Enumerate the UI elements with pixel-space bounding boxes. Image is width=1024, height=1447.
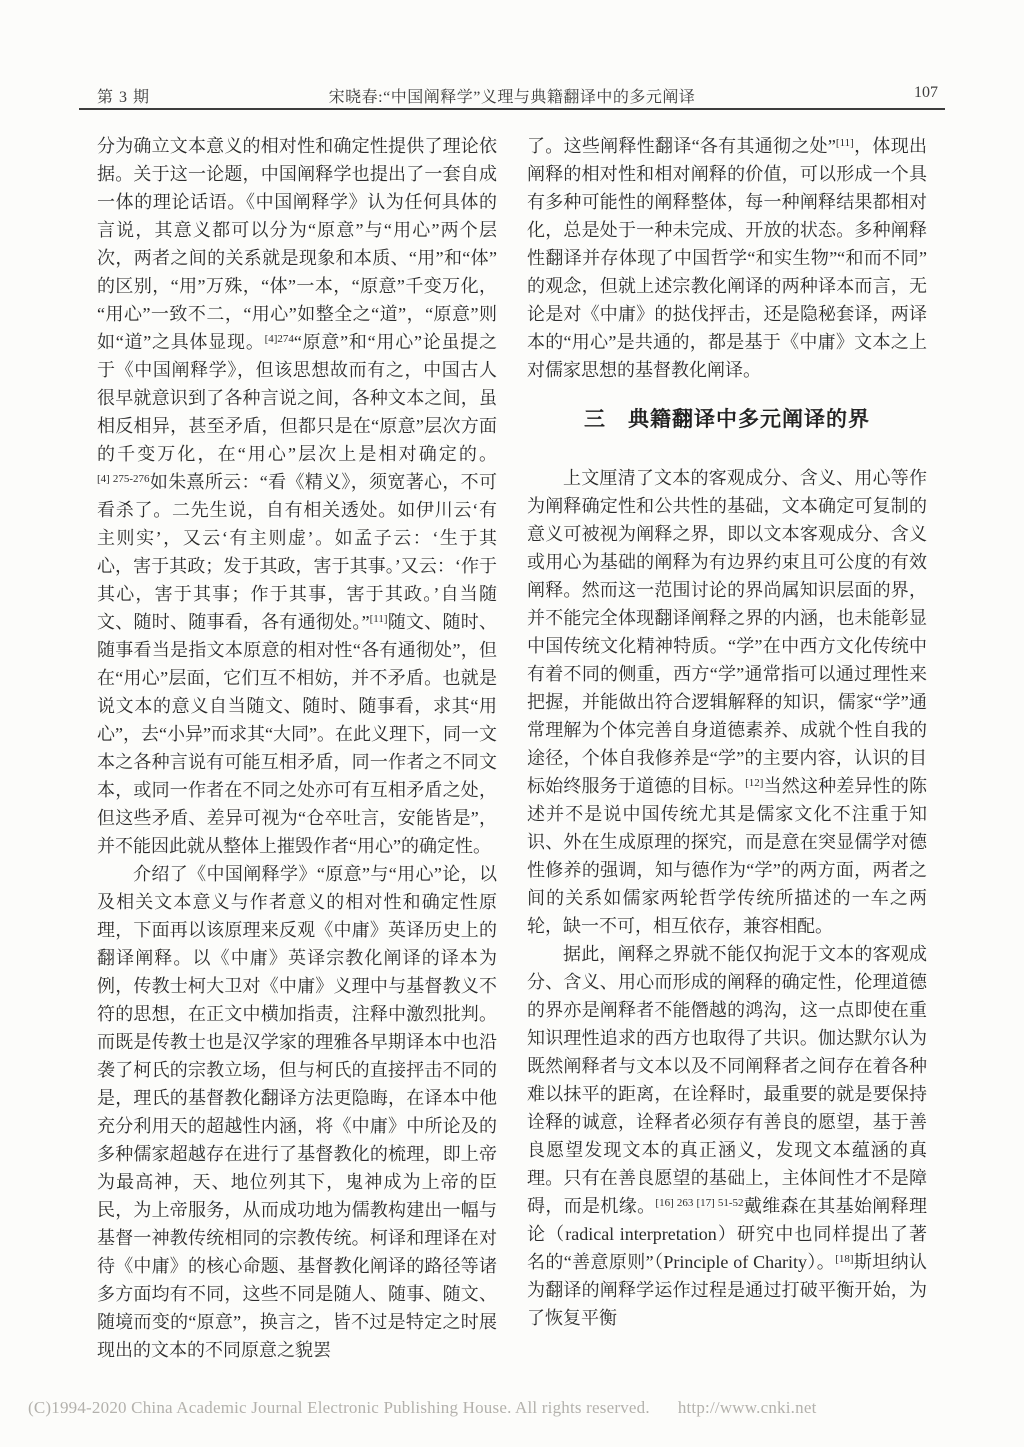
page-number: 107 [914,84,938,101]
citation-ref: [11] [835,137,854,149]
citation-ref: [12] [745,777,764,789]
paragraph: 了。这些阐释性翻译“各有其通彻之处”[11]，体现出阐释的相对性和相对阐释的价值，可以形成一个具有多种可能性的阐释整体，每一种阐释结果都相对化，总是处于一种未完成、开放的状态。多种阐释性翻译并存体现了中国哲学“和实生物”“和而不同”的观念，但就上述宗教化阐译的两种译本而言，无论是对《中庸》的挞伐抨击，还是隐秘套译，两译本的“用心”是共通的，都是基于《中庸》文本之上对儒家思想的基督教化阐译。 [527,136,928,380]
paragraph: 上文厘清了文本的客观成分、含义、用心等作为阐释确定性和公共性的基础，文本确定可复制的意义可被视为阐释之界，即以文本客观成分、含义或用心为基础的阐释为有边界约束且可公度的有效阐释。然而这一范围讨论的界尚属知识层面的界，并不能完全体现翻译阐释之界的内涵，也未能彰显中国传统文化精神特质。“学”在中西方文化传统中有着不同的侧重，西方“学”通常指可以通过理性来把握，并能做出符合逻辑解释的知识，儒家“学”通常理解为个体完善自身道德素养、成就个性自我的途径，个体自我修养是“学”的主要内容，认识的目标始终服务于道德的目标。[12]当然这种差异性的陈述并不是说中国传统尤其是儒家文化不注重于知识、外在生成原理的探究，而是意在突显儒学对德性修养的强调，知与德作为“学”的两方面，两者之间的关系如儒家两轮哲学传统所描述的一车之两轮，缺一不可，相互依存，兼容相配。 [527,468,928,936]
citation-ref: [11] [369,613,388,625]
citation-ref: [18] [835,1253,854,1265]
text-column-right [527,132,927,1332]
paragraph: 介绍了《中国阐释学》“原意”与“用心”论，以及相关文本意义与作者意义的相对性和确定性原理，下面再以该原理来反观《中庸》英译历史上的翻译阐释。以《中庸》英译宗教化阐译的译本为例，传教士柯大卫对《中庸》义理中与基督教义不符的思想，在正文中横加指责，注释中激烈批判。而既是传教士也是汉学家的理雅各早期译本中也沿袭了柯氏的宗教立场，但与柯氏的直接抨击不同的是，理氏的基督教化翻译方法更隐晦，在译本中他充分利用天的超越性内涵，将《中庸》中所论及的多种儒家超越存在进行了基督教化的梳理，即上帝为最高神，天、地位列其下，鬼神成为上帝的臣民，为上帝服务，从而成功地为儒教构建出一幅与基督一神教传统相同的宗教传统。柯译和理译在对待《中庸》的核心命题、基督教化阐译的路径等诸多方面均有不同，这些不同是随人、随事、随文、随境而变的“原意”，换言之，皆不过是特定之时展现出的文本的不同原意之貌罢 [97,864,497,1360]
paragraph: 分为确立文本意义的相对性和确定性提供了理论依据。关于这一论题，中国阐释学也提出了一套自成一体的理论话语。《中国阐释学》认为任何具体的言说，其意义都可以分为“原意”与“用心”两个层次，两者之间的关系就是现象和本质、“用”和“体”的区别，“用”万殊，“体”一本，“原意”千变万化，“用心”一致不二，“用心”如整全之“道”，“原意”则如“道”之具体显现。$^{[4]274}$“原意”和“用心”论虽提之于《中国阐释学》，但该思想故而有之，中国古人很早就意识到了各种言说之间，各种文本之间，虽相反相异，甚至矛盾，但都只是在“原意”层次方面的千变万化，在“用心”层次上是相对确定的。$^{[4] 275-276}$如朱熹所云：“看《精义》，须宽著心，不可看杀了。二先生说，自有相关透处。如伊川云‘有主则实’，又云‘有主则虚’。如孟子云：‘生于其心，害于其政；发于其政，害于其事。’又云：‘作于其心，害于其事；作于其事，害于其政。’自当随文、随时、随事看，各有通彻处。”[11]随文、随时、随事看当是指文本原意的相对性“各有通彻处”，但在“用心”层面，它们互不相妨，并不矛盾。也就是说文本的意义自当随文、随时、随事看，求其“用心”，去“小异”而求其“大同”。在此义理下，同一文本之各种言说有可能互相矛盾，同一作者之不同文本，或同一作者在不同之处亦可有互相矛盾之处，但这些矛盾、差异可视为“仓卒吐言，安能皆是”，并不能因此就从整体上摧毁作者“用心”的确定性。 [97,136,497,856]
citation-ref: [4] 275-276 [97,473,150,485]
header-rule [79,108,945,110]
footer [28,1398,996,1418]
running-title: 宋晓春:“中国阐释学”义理与典籍翻译中的多元阐译 [328,89,696,106]
text-column-left [97,132,497,1364]
paragraph: 据此，阐释之界就不能仅拘泥于文本的客观成分、含义、用心而形成的阐释的确定性，伦理道德的界亦是阐释者不能僭越的鸿沟，这一点即使在重知识理性追求的西方也取得了共识。伽达默尔认为既然阐释者与文本以及不同阐释者之间存在着各种难以抹平的距离，在诠释时，最重要的就是要保持诠释的诚意，诠释者必须存有善良的愿望，基于善良愿望发现文本的真正涵义，发现文本蕴涵的真理。只有在善良愿望的基础上，主体间性才不是障碍，而是机缘。$^{[16] 263 [17] 51-52}$戴维森在其基始阐释理论（radical interpretation）研究中也同样提出了著名的“善意原则”（Principle of Charity）。[18]斯坦纳认为翻译的阐释学运作过程是通过打破平衡开始，为了恢复平衡 [527,944,928,1328]
citation-ref: [16] 263 [17] 51-52 [655,1197,744,1209]
cnki-url: http://www.cnki.net [677,1398,817,1417]
section-heading: 三 典籍翻译中多元阐译的界 [584,408,870,431]
copyright-notice: (C)1994-2020 China Academic Journal Electronic Publishing House. All rights reserved. [28,1398,650,1417]
citation-ref: [4]274 [264,333,294,345]
journal-issue: 第 3 期 [97,89,151,106]
